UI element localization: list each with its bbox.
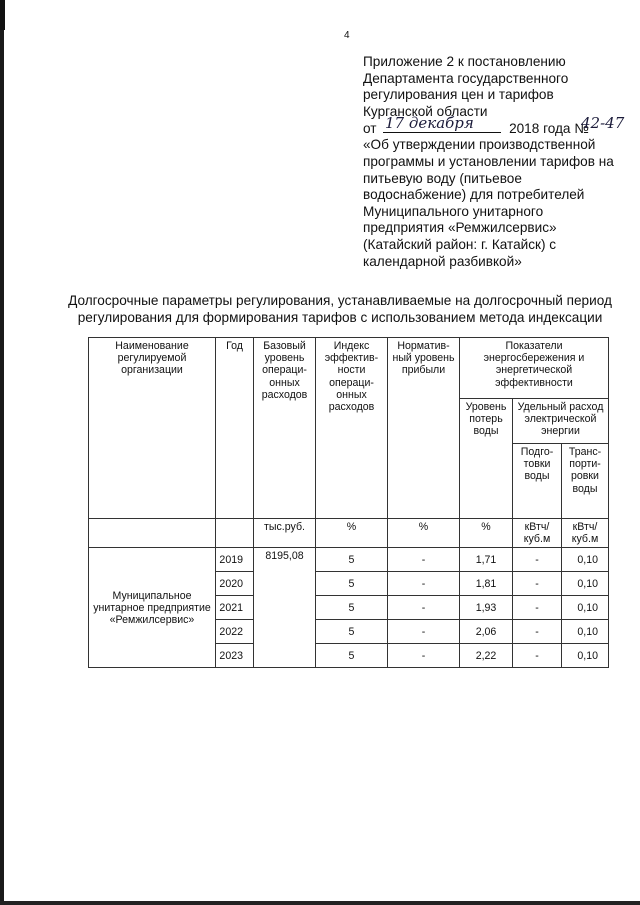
- row-year: 2019: [216, 548, 254, 572]
- appendix-title-line-6: предприятия «Ремжилсервис»: [363, 220, 557, 236]
- row-year: 2022: [216, 620, 254, 644]
- row-profit: -: [388, 644, 460, 668]
- header-transport: Транс-порти-ровки воды: [562, 444, 609, 519]
- row-loss: 1,81: [460, 572, 513, 596]
- scan-bottom-edge: [0, 901, 640, 905]
- row-year: 2021: [216, 596, 254, 620]
- row-year: 2023: [216, 644, 254, 668]
- appendix-title-line-7: (Катайский район: г. Катайск) с: [363, 236, 557, 252]
- handwritten-date: 17 декабря: [385, 114, 474, 133]
- appendix-block: [363, 54, 623, 270]
- header-profit: Норматив-ный уровень прибыли: [388, 338, 460, 519]
- row-prep: -: [513, 548, 562, 572]
- row-loss: 2,06: [460, 620, 513, 644]
- header-base: Базовый уровень операци-онных расходов: [254, 338, 316, 519]
- appendix-title-line-2: программы и установлении тарифов на: [363, 153, 614, 169]
- row-profit: -: [388, 596, 460, 620]
- header-index: Индекс эффектив-ности операци-онных расходов: [316, 338, 388, 519]
- appendix-line-4: Курганской области: [363, 103, 488, 119]
- header-year: Год: [216, 338, 254, 519]
- unit-profit: %: [388, 519, 460, 548]
- row-loss: 1,93: [460, 596, 513, 620]
- appendix-line-2: Департамента государственного: [363, 70, 569, 86]
- unit-org-empty: [89, 519, 216, 548]
- regulation-params-table: [88, 337, 609, 668]
- unit-index: %: [316, 519, 388, 548]
- row-transport: 0,10: [562, 644, 609, 668]
- unit-prep: кВтч/ куб.м: [513, 519, 562, 548]
- header-energy: Показатели энергосбережения и энергетической эффективности: [460, 338, 609, 399]
- unit-transport: кВтч/ куб.м: [562, 519, 609, 548]
- appendix-line-1: Приложение 2 к постановлению: [363, 54, 566, 69]
- org-name: Муниципальное унитарное предприятие «Ремжилсервис»: [89, 548, 216, 668]
- header-specific: Удельный расход электрической энергии: [513, 399, 609, 444]
- document-heading: [60, 292, 620, 326]
- row-index: 5: [316, 596, 388, 620]
- header-prep: Подго-товки воды: [513, 444, 562, 519]
- appendix-title-line-1: «Об утверждении производственной: [363, 137, 596, 153]
- row-transport: 0,10: [562, 572, 609, 596]
- row-prep: -: [513, 596, 562, 620]
- row-index: 5: [316, 572, 388, 596]
- row-index: 5: [316, 548, 388, 572]
- row-transport: 0,10: [562, 548, 609, 572]
- heading-line-1: Долгосрочные параметры регулирования, устанавливаемые на долгосрочный период: [68, 293, 612, 308]
- appendix-title-line-3: питьевую воду (питьевое: [363, 170, 522, 186]
- row-profit: -: [388, 548, 460, 572]
- base-value: 8195,08: [254, 548, 316, 668]
- page-number: 4: [344, 30, 350, 41]
- table-row: [89, 548, 609, 572]
- sign-prefix: от: [363, 121, 377, 137]
- row-prep: -: [513, 644, 562, 668]
- heading-line-2: регулирования для формирования тарифов с использованием метода индексации: [77, 310, 603, 325]
- row-prep: -: [513, 572, 562, 596]
- row-index: 5: [316, 620, 388, 644]
- unit-loss: %: [460, 519, 513, 548]
- unit-base: тыс.руб.: [254, 519, 316, 548]
- appendix-line-3: регулирования цен и тарифов: [363, 87, 554, 103]
- row-profit: -: [388, 620, 460, 644]
- row-transport: 0,10: [562, 596, 609, 620]
- header-org: Наименование регулируемой организации: [89, 338, 216, 519]
- scan-left-edge: [0, 0, 4, 905]
- row-loss: 1,71: [460, 548, 513, 572]
- row-index: 5: [316, 644, 388, 668]
- scan-top-mark: [0, 0, 5, 30]
- handwritten-number: 42-47: [581, 114, 625, 133]
- header-loss: Уровень потерь воды: [460, 399, 513, 519]
- row-year: 2020: [216, 572, 254, 596]
- appendix-title-line-4: водоснабжение) для потребителей: [363, 187, 585, 203]
- unit-year-empty: [216, 519, 254, 548]
- row-profit: -: [388, 572, 460, 596]
- header-row-1: [89, 338, 609, 399]
- signature-row: [363, 114, 625, 137]
- units-row: [89, 519, 609, 548]
- appendix-title-line-5: Муниципального унитарного: [363, 203, 544, 219]
- row-prep: -: [513, 620, 562, 644]
- row-transport: 0,10: [562, 620, 609, 644]
- row-loss: 2,22: [460, 644, 513, 668]
- sign-year: 2018 года №: [509, 121, 589, 137]
- appendix-title-line-8: календарной разбивкой»: [363, 253, 522, 269]
